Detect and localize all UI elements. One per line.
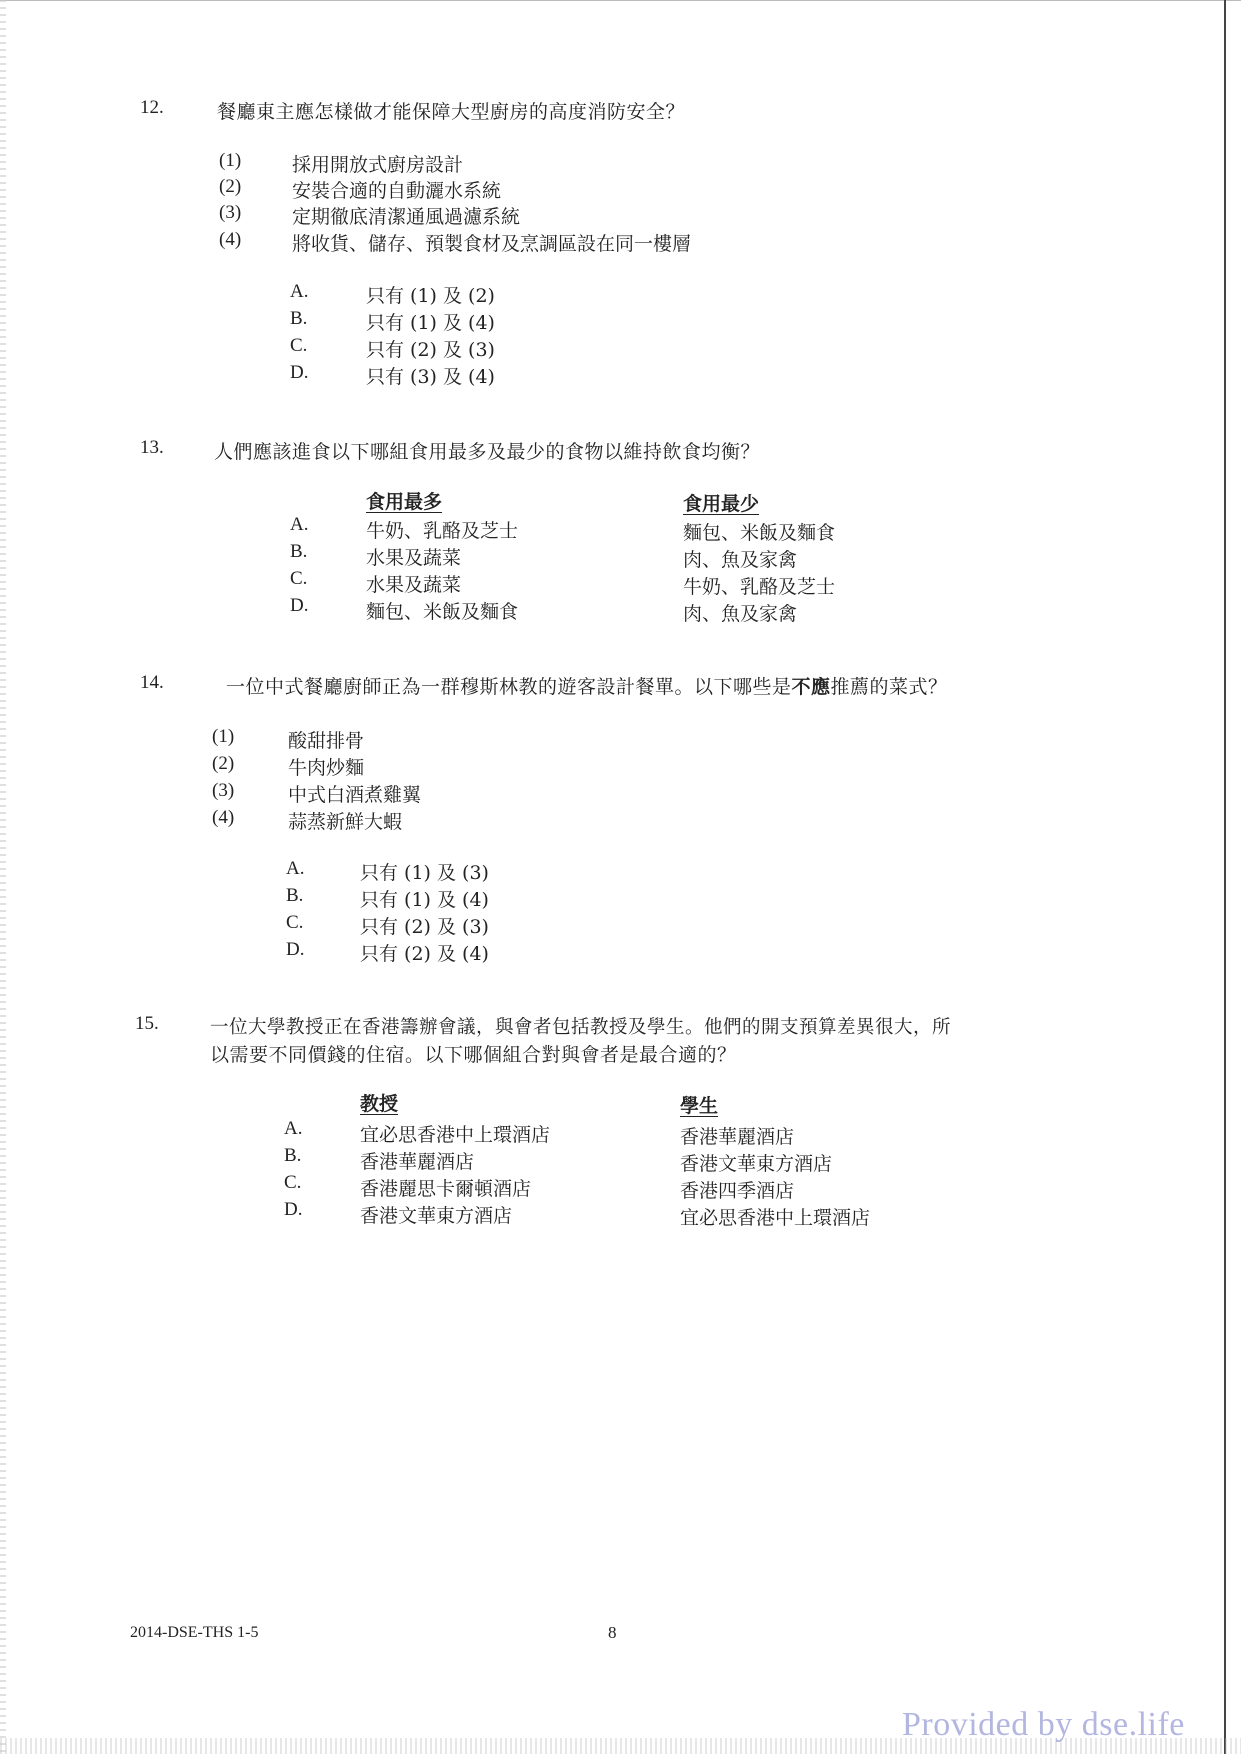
statement-number: (3): [219, 202, 242, 223]
statement-number: (1): [212, 726, 235, 747]
option-col2: 香港華麗酒店: [680, 1126, 795, 1148]
option-letter: A.: [290, 281, 309, 302]
option-text: 只有 (2) 及 (3): [366, 339, 495, 361]
question-number: 13.: [140, 437, 164, 458]
column-header-professors: 教授: [360, 1093, 399, 1115]
option-text: 只有 (1) 及 (4): [360, 889, 489, 911]
question-stem: 餐廳東主應怎樣做才能保障大型廚房的高度消防安全？: [217, 101, 686, 123]
option-col1: 香港麗思卡爾頓酒店: [360, 1178, 532, 1200]
statement-text: 中式白酒煮雞翼: [288, 784, 422, 806]
page-number: 8: [608, 1623, 617, 1642]
question-number: 15.: [135, 1013, 159, 1034]
page-right-edge: [1224, 0, 1226, 1754]
statement-number: (2): [212, 753, 235, 774]
column-header-students: 學生: [680, 1095, 719, 1117]
statement-text: 牛肉炒麵: [288, 757, 365, 779]
page-top-edge: [0, 0, 1241, 1]
option-col1: 香港文華東方酒店: [360, 1205, 513, 1227]
column-header-least: 食用最少: [683, 493, 760, 515]
question-stem-line-1: 一位大學教授正在香港籌辦會議，與會者包括教授及學生。他們的開支預算差異很大，所: [210, 1017, 952, 1038]
option-text: 只有 (2) 及 (3): [360, 916, 489, 938]
option-col2: 麵包、米飯及麵食: [683, 522, 836, 544]
option-letter: D.: [290, 362, 309, 383]
option-letter: B.: [290, 308, 308, 329]
option-letter: D.: [290, 595, 309, 616]
option-col2: 宜必思香港中上環酒店: [680, 1207, 871, 1229]
question-stem: 人們應該進食以下哪組食用最多及最少的食物以維持飲食均衡？: [214, 441, 761, 463]
statement-number: (1): [219, 150, 242, 171]
option-col2: 肉、魚及家禽: [683, 603, 798, 625]
option-letter: C.: [284, 1172, 302, 1193]
statement-number: (2): [219, 176, 242, 197]
statement-number: (4): [212, 807, 235, 828]
statement-text: 酸甜排骨: [288, 730, 365, 752]
option-text: 只有 (2) 及 (4): [360, 943, 489, 965]
question-stem-line-2: 以需要不同價錢的住宿。以下哪個組合對與會者是最合適的？: [210, 1044, 737, 1066]
option-letter: C.: [290, 335, 308, 356]
paper-code: 2014-DSE-THS 1-5: [130, 1624, 259, 1641]
option-letter: B.: [284, 1145, 302, 1166]
question-stem: [226, 672, 948, 699]
column-header-most: 食用最多: [366, 491, 443, 513]
option-letter: C.: [290, 568, 308, 589]
statement-text: 安裝合適的自動灑水系統: [292, 180, 502, 202]
option-col2: 香港四季酒店: [680, 1180, 795, 1202]
option-letter: C.: [286, 912, 304, 933]
option-text: 只有 (3) 及 (4): [366, 366, 495, 388]
option-col1: 水果及蔬菜: [366, 574, 462, 596]
option-col1: 宜必思香港中上環酒店: [360, 1124, 551, 1146]
option-letter: B.: [286, 885, 304, 906]
question-number: 14.: [140, 672, 164, 693]
option-col2: 香港文華東方酒店: [680, 1153, 833, 1175]
option-text: 只有 (1) 及 (2): [366, 285, 495, 307]
source-watermark: Provided by dse.life: [902, 1706, 1185, 1743]
option-col2: 牛奶、乳酪及芝士: [683, 576, 836, 598]
statement-number: (4): [219, 229, 242, 250]
scan-artifact-left: [0, 0, 6, 1754]
option-col1: 牛奶、乳酪及芝士: [366, 520, 519, 542]
option-col1: 麵包、米飯及麵食: [366, 601, 519, 623]
statement-text: 蒜蒸新鮮大蝦: [288, 811, 403, 833]
statement-number: (3): [212, 780, 235, 801]
option-col2: 肉、魚及家禽: [683, 549, 798, 571]
option-col1: 香港華麗酒店: [360, 1151, 475, 1173]
option-letter: B.: [290, 541, 308, 562]
option-letter: A.: [286, 858, 305, 879]
statement-text: 定期徹底清潔通風過濾系統: [292, 206, 521, 228]
statement-text: 採用開放式廚房設計: [292, 154, 464, 176]
option-text: 只有 (1) 及 (3): [360, 862, 489, 884]
stem-part: 推薦的菜式？: [830, 676, 948, 698]
question-number: 12.: [140, 97, 164, 118]
option-letter: A.: [284, 1118, 303, 1139]
statement-text: 將收貨、儲存、預製食材及烹調區設在同一樓層: [292, 233, 692, 255]
option-letter: D.: [286, 939, 305, 960]
stem-emphasis: 不應: [791, 676, 831, 698]
stem-part: 一位中式餐廳廚師正為一群穆斯林教的遊客設計餐單。以下哪些是: [226, 676, 792, 698]
option-col1: 水果及蔬菜: [366, 547, 462, 569]
option-letter: D.: [284, 1199, 303, 1220]
option-text: 只有 (1) 及 (4): [366, 312, 495, 334]
option-letter: A.: [290, 514, 309, 535]
